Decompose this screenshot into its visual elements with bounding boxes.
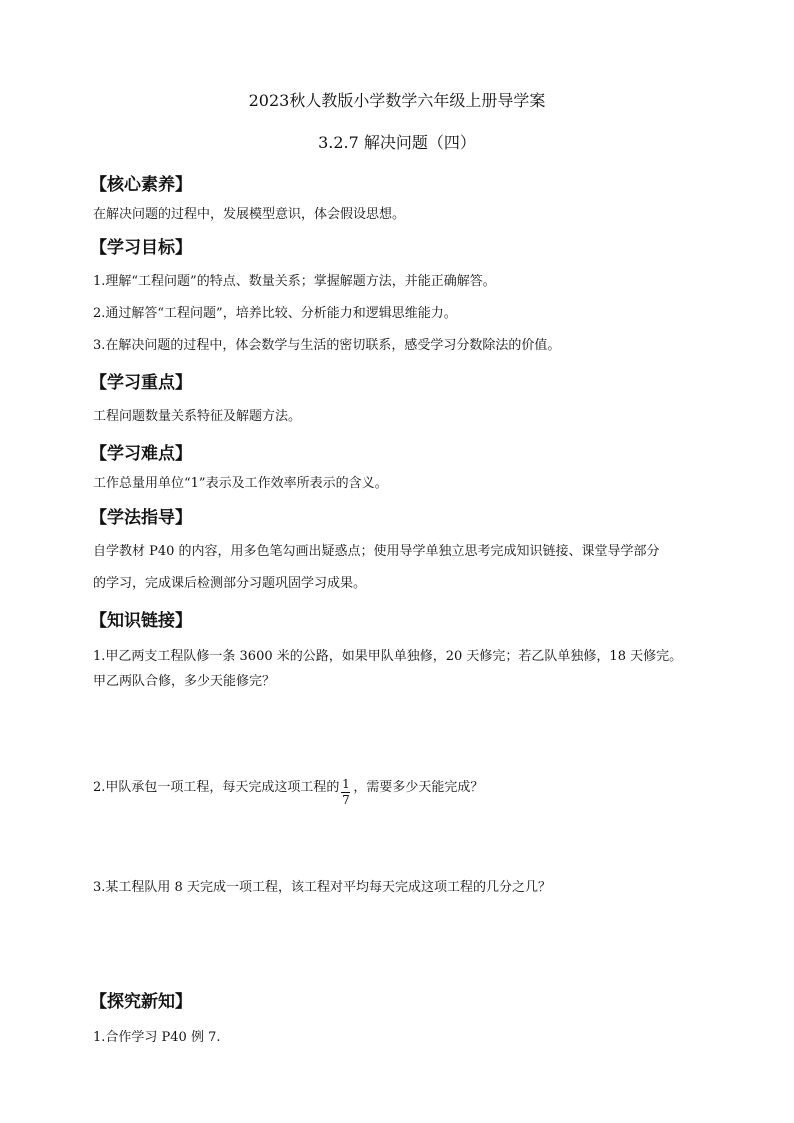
question-2-text-after: ，需要多少天能完成？ xyxy=(353,780,484,795)
goal-item-2: 2.通过解答“工程问题”，培养比较、分析能力和逻辑思维能力。 xyxy=(93,306,457,321)
fraction-numerator: 1 xyxy=(342,777,350,791)
section-heading-difficulty: 【学习难点】 xyxy=(90,444,192,464)
core-text: 在解决问题的过程中，发展模型意识，体会假设思想。 xyxy=(93,207,406,222)
method-line-2: 的学习，完成课后检测部分习题巩固学习成果。 xyxy=(93,576,367,591)
question-2 xyxy=(93,776,484,807)
section-heading-key: 【学习重点】 xyxy=(90,373,192,393)
key-text: 工程问题数量关系特征及解题方法。 xyxy=(93,409,302,424)
fraction xyxy=(341,778,350,807)
section-heading-goals: 【学习目标】 xyxy=(90,238,192,258)
section-heading-explore: 【探究新知】 xyxy=(90,992,192,1012)
method-line-1: 自学教材 P40 的内容，用多色笔勾画出疑惑点；使用导学单独立思考完成知识链接、课堂导学部分 xyxy=(93,544,660,559)
document-subtitle: 3.2.7 解决问题（四） xyxy=(318,133,476,152)
section-heading-links: 【知识链接】 xyxy=(90,611,192,631)
question-2-text-before: 2.甲队承包一项工程，每天完成这项工程的 xyxy=(93,780,340,795)
document-title: 2023秋人教版小学数学六年级上册导学案 xyxy=(248,91,546,110)
fraction-denominator: 7 xyxy=(342,793,350,807)
section-heading-method: 【学法指导】 xyxy=(90,508,192,528)
question-1-line-2: 甲乙两队合修，多少天能修完？ xyxy=(93,674,276,689)
goal-item-3: 3.在解决问题的过程中，体会数学与生活的密切联系，感受学习分数除法的价值。 xyxy=(93,338,561,353)
difficulty-text: 工作总量用单位“1”表示及工作效率所表示的含义。 xyxy=(93,476,388,491)
question-3: 3.某工程队用 8 天完成一项工程，该工程对平均每天完成这项工程的几分之几？ xyxy=(93,880,551,895)
explore-text: 1.合作学习 P40 例 7. xyxy=(93,1030,221,1045)
goal-item-1: 1.理解“工程问题”的特点、数量关系；掌握解题方法，并能正确解答。 xyxy=(93,274,496,289)
question-1-line-1: 1.甲乙两支工程队修一条 3600 米的公路，如果甲队单独修，20 天修完；若乙队单独修，18 天修完。 xyxy=(93,649,683,664)
section-heading-core: 【核心素养】 xyxy=(90,175,192,195)
